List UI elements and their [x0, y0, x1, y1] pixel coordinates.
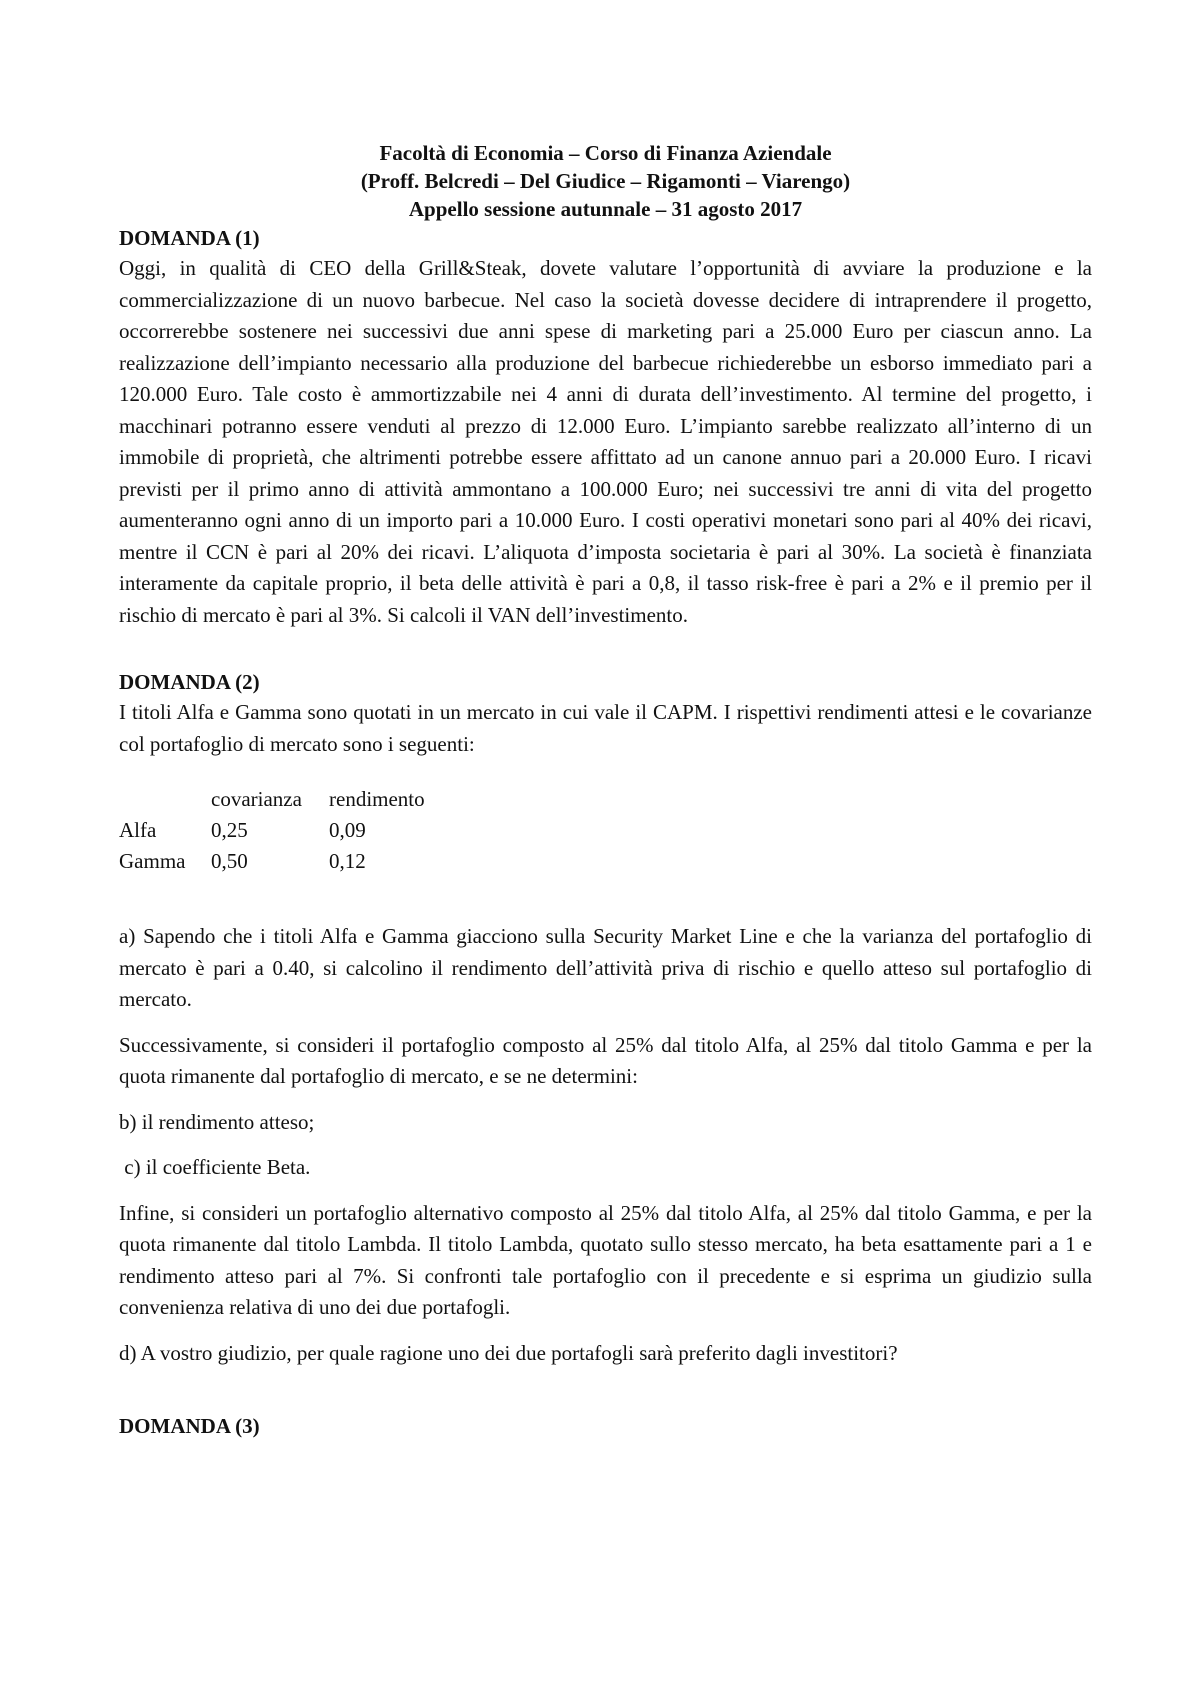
table-cell: 0,25 [211, 818, 248, 842]
question-3-title: DOMANDA (3) [119, 1414, 260, 1438]
header-professors: (Proff. Belcredi – Del Giudice – Rigamonti – Viarengo) [360, 169, 851, 193]
table-header-row [115, 784, 453, 815]
table-header-cell: rendimento [329, 787, 425, 811]
table-header-cell: covarianza [211, 787, 302, 811]
table-cell: Gamma [119, 849, 186, 873]
question-2-part-d: d) A vostro giudizio, per quale ragione uno dei due portafogli sarà preferito dagli investitori? [119, 1340, 898, 1365]
table-row [115, 846, 453, 877]
securities-table [115, 784, 453, 877]
question-2-intro: I titoli Alfa e Gamma sono quotati in un mercato in cui vale il CAPM. I rispettivi rendimenti attesi e le covarianze col portafoglio di mercato sono i seguenti: [119, 700, 1092, 756]
question-2 [119, 667, 1092, 1369]
question-2-final: Infine, si consideri un portafoglio alternativo composto al 25% dal titolo Alfa, al 25% dal titolo Gamma, e per la quota rimanente dal titolo Lambda. Il titolo Lambda, quotato sullo stesso mercato, ha beta esattamente pari a 1 e rendimento atteso pari al 7%. Si confronti tale portafoglio con il precedente e si esprima un giudizio sulla convenienza relativa di uno dei due portafogli. [119, 1200, 1092, 1319]
question-3 [119, 1411, 1092, 1441]
question-2-part-b: b) il rendimento atteso; [119, 1109, 315, 1134]
question-1 [119, 223, 1092, 631]
question-1-text: Oggi, in qualità di CEO della Grill&Steak, dovete valutare l’opportunità di avviare la produzione e la commercializzazione di un nuovo barbecue. Nel caso la società dovesse decidere di intraprendere il progetto, occorrerebbe sostenere nei successivi due anni spese di marketing pari a 25.000 Euro per ciascun anno. La realizzazione dell’impianto necessario alla produzione del barbecue richiederebbe un esborso immediato pari a 120.000 Euro. Tale costo è ammortizzabile nei 4 anni di durata dell’investimento. Al termine del progetto, i macchinari potranno essere venduti al prezzo di 12.000 Euro. L’impianto sarebbe realizzato all’interno di un immobile di proprietà, che altrimenti potrebbe essere affittato ad un canone annuo pari a 20.000 Euro. I ricavi previsti per il primo anno di attività ammontano a 100.000 Euro; nei successivi tre anni di vita del progetto aumenteranno ogni anno di un importo pari a 10.000 Euro. I costi operativi monetari sono pari al 40% dei ricavi, mentre il CCN è pari al 20% dei ricavi. L’aliquota d’imposta societaria è pari al 30%. La società è finanziata interamente da capitale proprio, il beta delle attività è pari a 0,8, il tasso risk-free è pari a 2% e il premio per il rischio di mercato è pari al 3%. Si calcoli il VAN dell’investimento. [119, 256, 1092, 627]
question-2-title: DOMANDA (2) [119, 670, 260, 694]
table-cell: 0,09 [329, 818, 366, 842]
header-faculty-course: Facoltà di Economia – Corso di Finanza Aziendale [379, 141, 832, 165]
table-cell: 0,12 [329, 849, 366, 873]
table-cell: Alfa [119, 818, 157, 842]
question-2-transition: Successivamente, si consideri il portafoglio composto al 25% dal titolo Alfa, al 25% dal titolo Gamma e per la quota rimanente dal portafoglio di mercato, e se ne determini: [119, 1032, 1092, 1088]
exam-header [119, 139, 1092, 223]
table-cell: 0,50 [211, 849, 248, 873]
table-row [115, 815, 453, 846]
question-2-part-a: a) Sapendo che i titoli Alfa e Gamma giacciono sulla Security Market Line e che la varianza del portafoglio di mercato è pari a 0.40, si calcolino il rendimento dell’attività priva di rischio e quello atteso sul portafoglio di mercato. [119, 924, 1092, 1011]
page-content [119, 139, 1092, 1441]
question-2-part-c: c) il coefficiente Beta. [119, 1155, 311, 1179]
table-header-cell [115, 784, 207, 815]
question-1-title: DOMANDA (1) [119, 226, 260, 250]
header-exam-session: Appello sessione autunnale – 31 agosto 2017 [408, 197, 803, 221]
